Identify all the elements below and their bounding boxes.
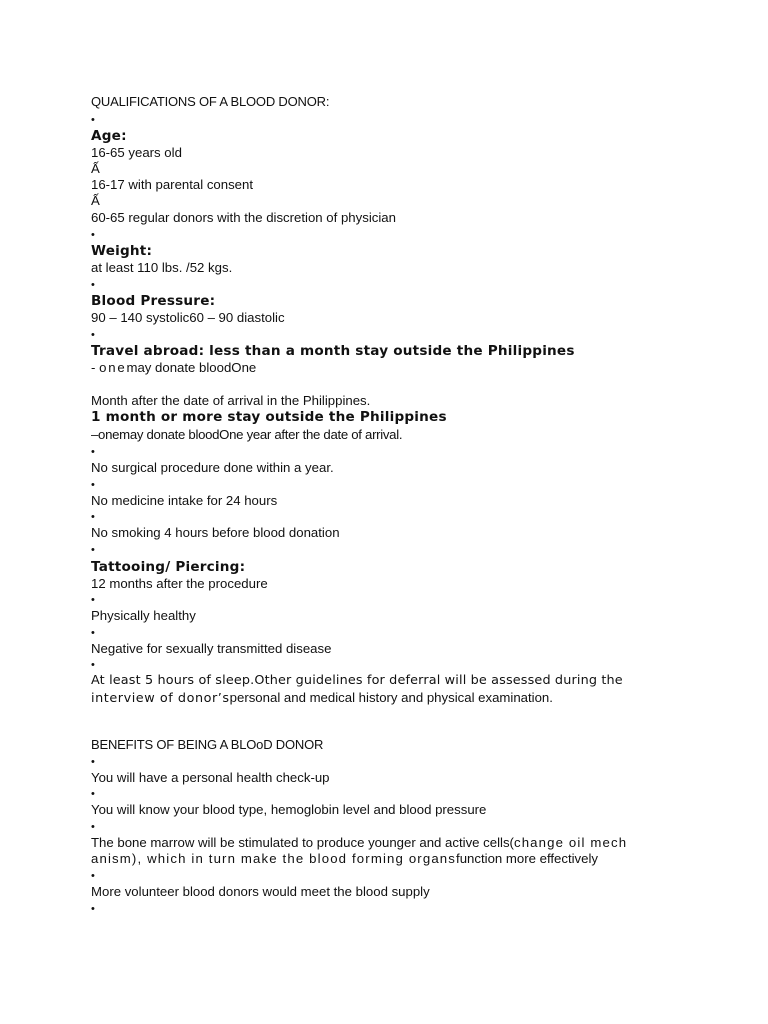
benefit-blood-supply: More volunteer blood donors would meet the blood supply	[91, 884, 430, 899]
bullet: •	[91, 903, 95, 915]
tattoo-rule: 12 months after the procedure	[91, 576, 268, 591]
benefit-blood-type: You will know your blood type, hemoglobin level and blood pressure	[91, 802, 487, 817]
bullet: •	[91, 114, 95, 126]
travel-heading: Travel abroad: less than a month stay outside the Philippines	[91, 343, 575, 359]
sleep-rule-continued: interview of donor’spersonal and medical history and physical examination.	[91, 690, 553, 706]
benefit-health-check: You will have a personal health check-up	[91, 770, 330, 785]
qualifications-title: QUALIFICATIONS OF A BLOOD DONOR:	[91, 94, 330, 109]
travel-short-stay-detail: Month after the date of arrival in the Philippines.	[91, 393, 371, 408]
benefit-bone-marrow: The bone marrow will be stimulated to produce younger and active cells(change oil mech	[91, 835, 628, 850]
bullet: •	[91, 870, 95, 882]
age-heading: Age:	[91, 128, 127, 144]
glyph-marker: Ấ	[91, 193, 100, 208]
bullet: •	[91, 544, 95, 556]
travel-short-stay-rule: - onemay donate bloodOne	[91, 360, 257, 375]
bullet: •	[91, 329, 95, 341]
bullet: •	[91, 788, 95, 800]
blood-pressure-range: 90 – 140 systolic60 – 90 diastolic	[91, 310, 285, 325]
travel-long-stay-heading: 1 month or more stay outside the Philippines	[91, 409, 447, 425]
bullet: •	[91, 279, 95, 291]
bullet: •	[91, 627, 95, 639]
benefits-title: BENEFITS OF BEING A BLOoD DONOR	[91, 737, 324, 752]
tattoo-heading: Tattooing/ Piercing:	[91, 559, 246, 575]
medicine-rule: No medicine intake for 24 hours	[91, 493, 278, 508]
surgery-rule: No surgical procedure done within a year.	[91, 460, 334, 475]
std-rule: Negative for sexually transmitted disease	[91, 641, 332, 656]
bullet: •	[91, 821, 95, 833]
blood-pressure-heading: Blood Pressure:	[91, 293, 216, 309]
healthy-rule: Physically healthy	[91, 608, 196, 623]
bullet: •	[91, 446, 95, 458]
benefit-bone-marrow-continued: anism), which in turn make the blood forming organsfunction more effectively	[91, 851, 599, 866]
bullet: •	[91, 659, 95, 671]
bullet: •	[91, 594, 95, 606]
weight-heading: Weight:	[91, 243, 153, 259]
glyph-marker: Ấ	[91, 161, 100, 176]
smoking-rule: No smoking 4 hours before blood donation	[91, 525, 340, 540]
weight-requirement: at least 110 lbs. /52 kgs.	[91, 260, 233, 275]
sleep-rule: At least 5 hours of sleep.Other guidelines for deferral will be assessed during the	[91, 673, 623, 688]
bullet: •	[91, 229, 95, 241]
bullet: •	[91, 479, 95, 491]
age-parental-consent: 16-17 with parental consent	[91, 177, 254, 192]
age-range: 16-65 years old	[91, 145, 182, 160]
bullet: •	[91, 511, 95, 523]
bullet: •	[91, 756, 95, 768]
travel-long-stay-rule: –onemay donate bloodOne year after the date of arrival.	[91, 427, 403, 442]
age-regular-donors: 60-65 regular donors with the discretion of physician	[91, 210, 396, 225]
